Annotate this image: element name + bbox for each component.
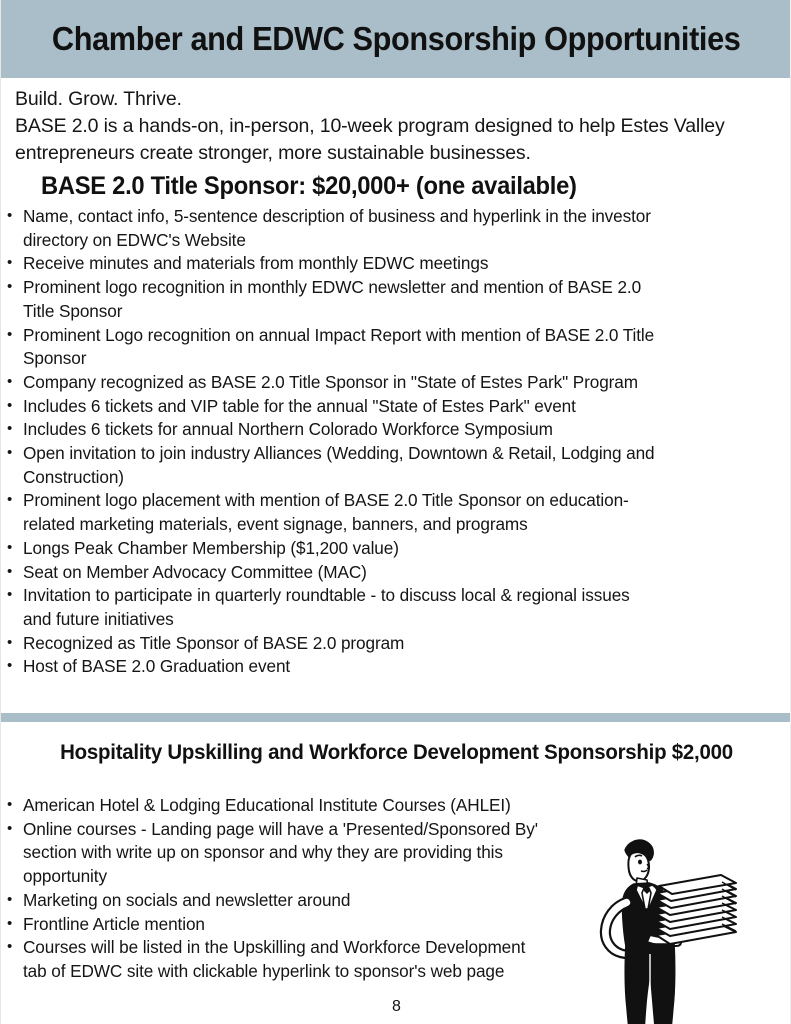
section-divider bbox=[1, 713, 791, 722]
section-one-bullet-list bbox=[1, 205, 661, 679]
list-item: • Prominent logo recognition in monthly EDWC newsletter and mention of BASE 2.0 Title Sponsor bbox=[1, 276, 661, 323]
man-carrying-books-icon bbox=[593, 836, 743, 1024]
page-header-band bbox=[1, 0, 791, 78]
list-item: • Seat on Member Advocacy Committee (MAC) bbox=[1, 561, 661, 585]
list-item: • Longs Peak Chamber Membership ($1,200 value) bbox=[1, 537, 661, 561]
list-item: • Host of BASE 2.0 Graduation event bbox=[1, 655, 661, 679]
section-hospitality-upskilling bbox=[1, 740, 791, 984]
list-item: • Recognized as Title Sponsor of BASE 2.0 program bbox=[1, 632, 661, 656]
list-item: • Name, contact info, 5-sentence description of business and hyperlink in the investor directory on EDWC's Website bbox=[1, 205, 661, 252]
intro-line-2: entrepreneurs create stronger, more sustainable businesses. bbox=[15, 142, 531, 164]
list-item: • Includes 6 tickets and VIP table for the annual "State of Estes Park" event bbox=[1, 395, 661, 419]
list-item: • Open invitation to join industry Alliances (Wedding, Downtown & Retail, Lodging and Construction) bbox=[1, 442, 661, 489]
page-title: Chamber and EDWC Sponsorship Opportunities bbox=[52, 19, 741, 57]
list-item: • Prominent logo placement with mention of BASE 2.0 Title Sponsor on education-related marketing materials, event signage, banners, and programs bbox=[1, 489, 661, 536]
section-two-body bbox=[1, 794, 791, 984]
section-two-heading: Hospitality Upskilling and Workforce Development Sponsorship $2,000 bbox=[60, 740, 733, 764]
list-item: • Invitation to participate in quarterly roundtable - to discuss local & regional issues and future initiatives bbox=[1, 584, 661, 631]
section-one-heading: BASE 2.0 Title Sponsor: $20,000+ (one available) bbox=[41, 172, 577, 200]
list-item: • Online courses - Landing page will have a 'Presented/Sponsored By' section with write up on sponsor and why they are providing this opportunity bbox=[1, 818, 546, 889]
intro-tagline: Build. Grow. Thrive. bbox=[15, 88, 182, 110]
list-item: • American Hotel & Lodging Educational Institute Courses (AHLEI) bbox=[1, 794, 546, 818]
list-item: • Includes 6 tickets for annual Northern Colorado Workforce Symposium bbox=[1, 418, 661, 442]
section-two-bullet-list bbox=[1, 794, 546, 984]
list-item: • Frontline Article mention bbox=[1, 913, 546, 937]
section-title-sponsor bbox=[1, 172, 791, 679]
list-item: • Marketing on socials and newsletter around bbox=[1, 889, 546, 913]
list-item: • Courses will be listed in the Upskilling and Workforce Development tab of EDWC site with clickable hyperlink to sponsor's web page bbox=[1, 936, 546, 983]
page-number: 8 bbox=[392, 998, 401, 1015]
list-item: • Company recognized as BASE 2.0 Title Sponsor in "State of Estes Park" Program bbox=[1, 371, 661, 395]
list-item: • Receive minutes and materials from monthly EDWC meetings bbox=[1, 252, 661, 276]
intro-line-1: BASE 2.0 is a hands-on, in-person, 10-week program designed to help Estes Valley bbox=[15, 115, 725, 137]
list-item: • Prominent Logo recognition on annual Impact Report with mention of BASE 2.0 Title Sponsor bbox=[1, 324, 661, 371]
intro-paragraph bbox=[15, 86, 775, 167]
